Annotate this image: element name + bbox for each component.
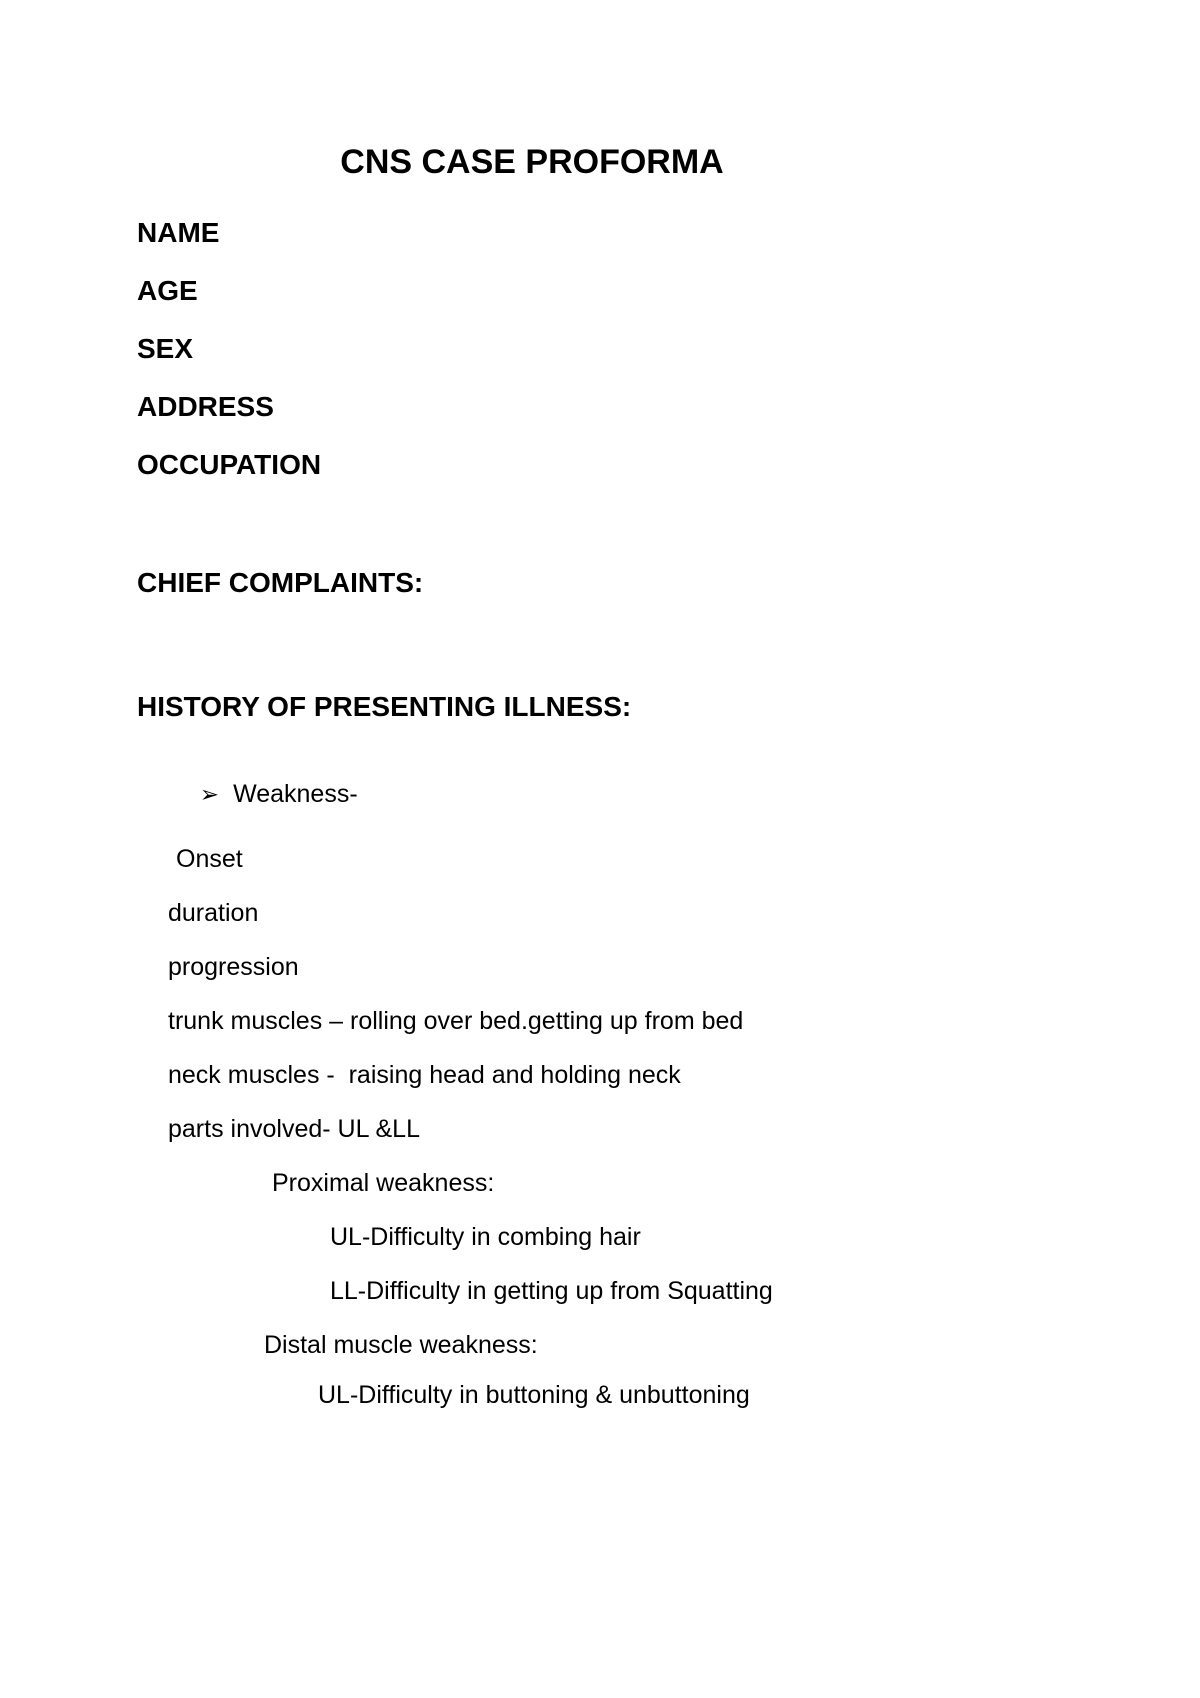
hpi-line-progression: progression	[168, 953, 299, 981]
hpi-line-distal-weakness: Distal muscle weakness:	[264, 1331, 538, 1359]
arrow-bullet-icon: ➢	[199, 781, 220, 807]
hpi-line-ul-combing: UL-Difficulty in combing hair	[330, 1223, 641, 1251]
hpi-line-duration: duration	[168, 899, 259, 927]
page-title: CNS CASE PROFORMA	[340, 143, 724, 181]
hpi-line-ul-buttoning: UL-Difficulty in buttoning & unbuttoning	[318, 1381, 750, 1409]
hpi-line-ll-squatting: LL-Difficulty in getting up from Squatting	[330, 1277, 773, 1305]
hpi-line-onset: Onset	[176, 845, 243, 873]
hpi-heading: HISTORY OF PRESENTING ILLNESS:	[137, 691, 632, 722]
weakness-bullet-line	[172, 749, 358, 839]
chief-complaints-heading: CHIEF COMPLAINTS:	[137, 567, 424, 598]
field-label-age: AGE	[137, 275, 198, 306]
hpi-line-neck-muscles: neck muscles - raising head and holding neck	[168, 1061, 681, 1089]
field-label-sex: SEX	[137, 333, 194, 364]
field-label-occupation: OCCUPATION	[137, 449, 322, 480]
hpi-line-proximal-weakness: Proximal weakness:	[272, 1169, 495, 1197]
hpi-line-trunk-muscles: trunk muscles – rolling over bed.getting up from bed	[168, 1007, 744, 1035]
hpi-line-parts-involved: parts involved- UL &LL	[168, 1115, 420, 1143]
field-label-name: NAME	[137, 217, 220, 248]
field-label-address: ADDRESS	[137, 391, 274, 422]
weakness-bullet-label: Weakness-	[233, 780, 358, 808]
